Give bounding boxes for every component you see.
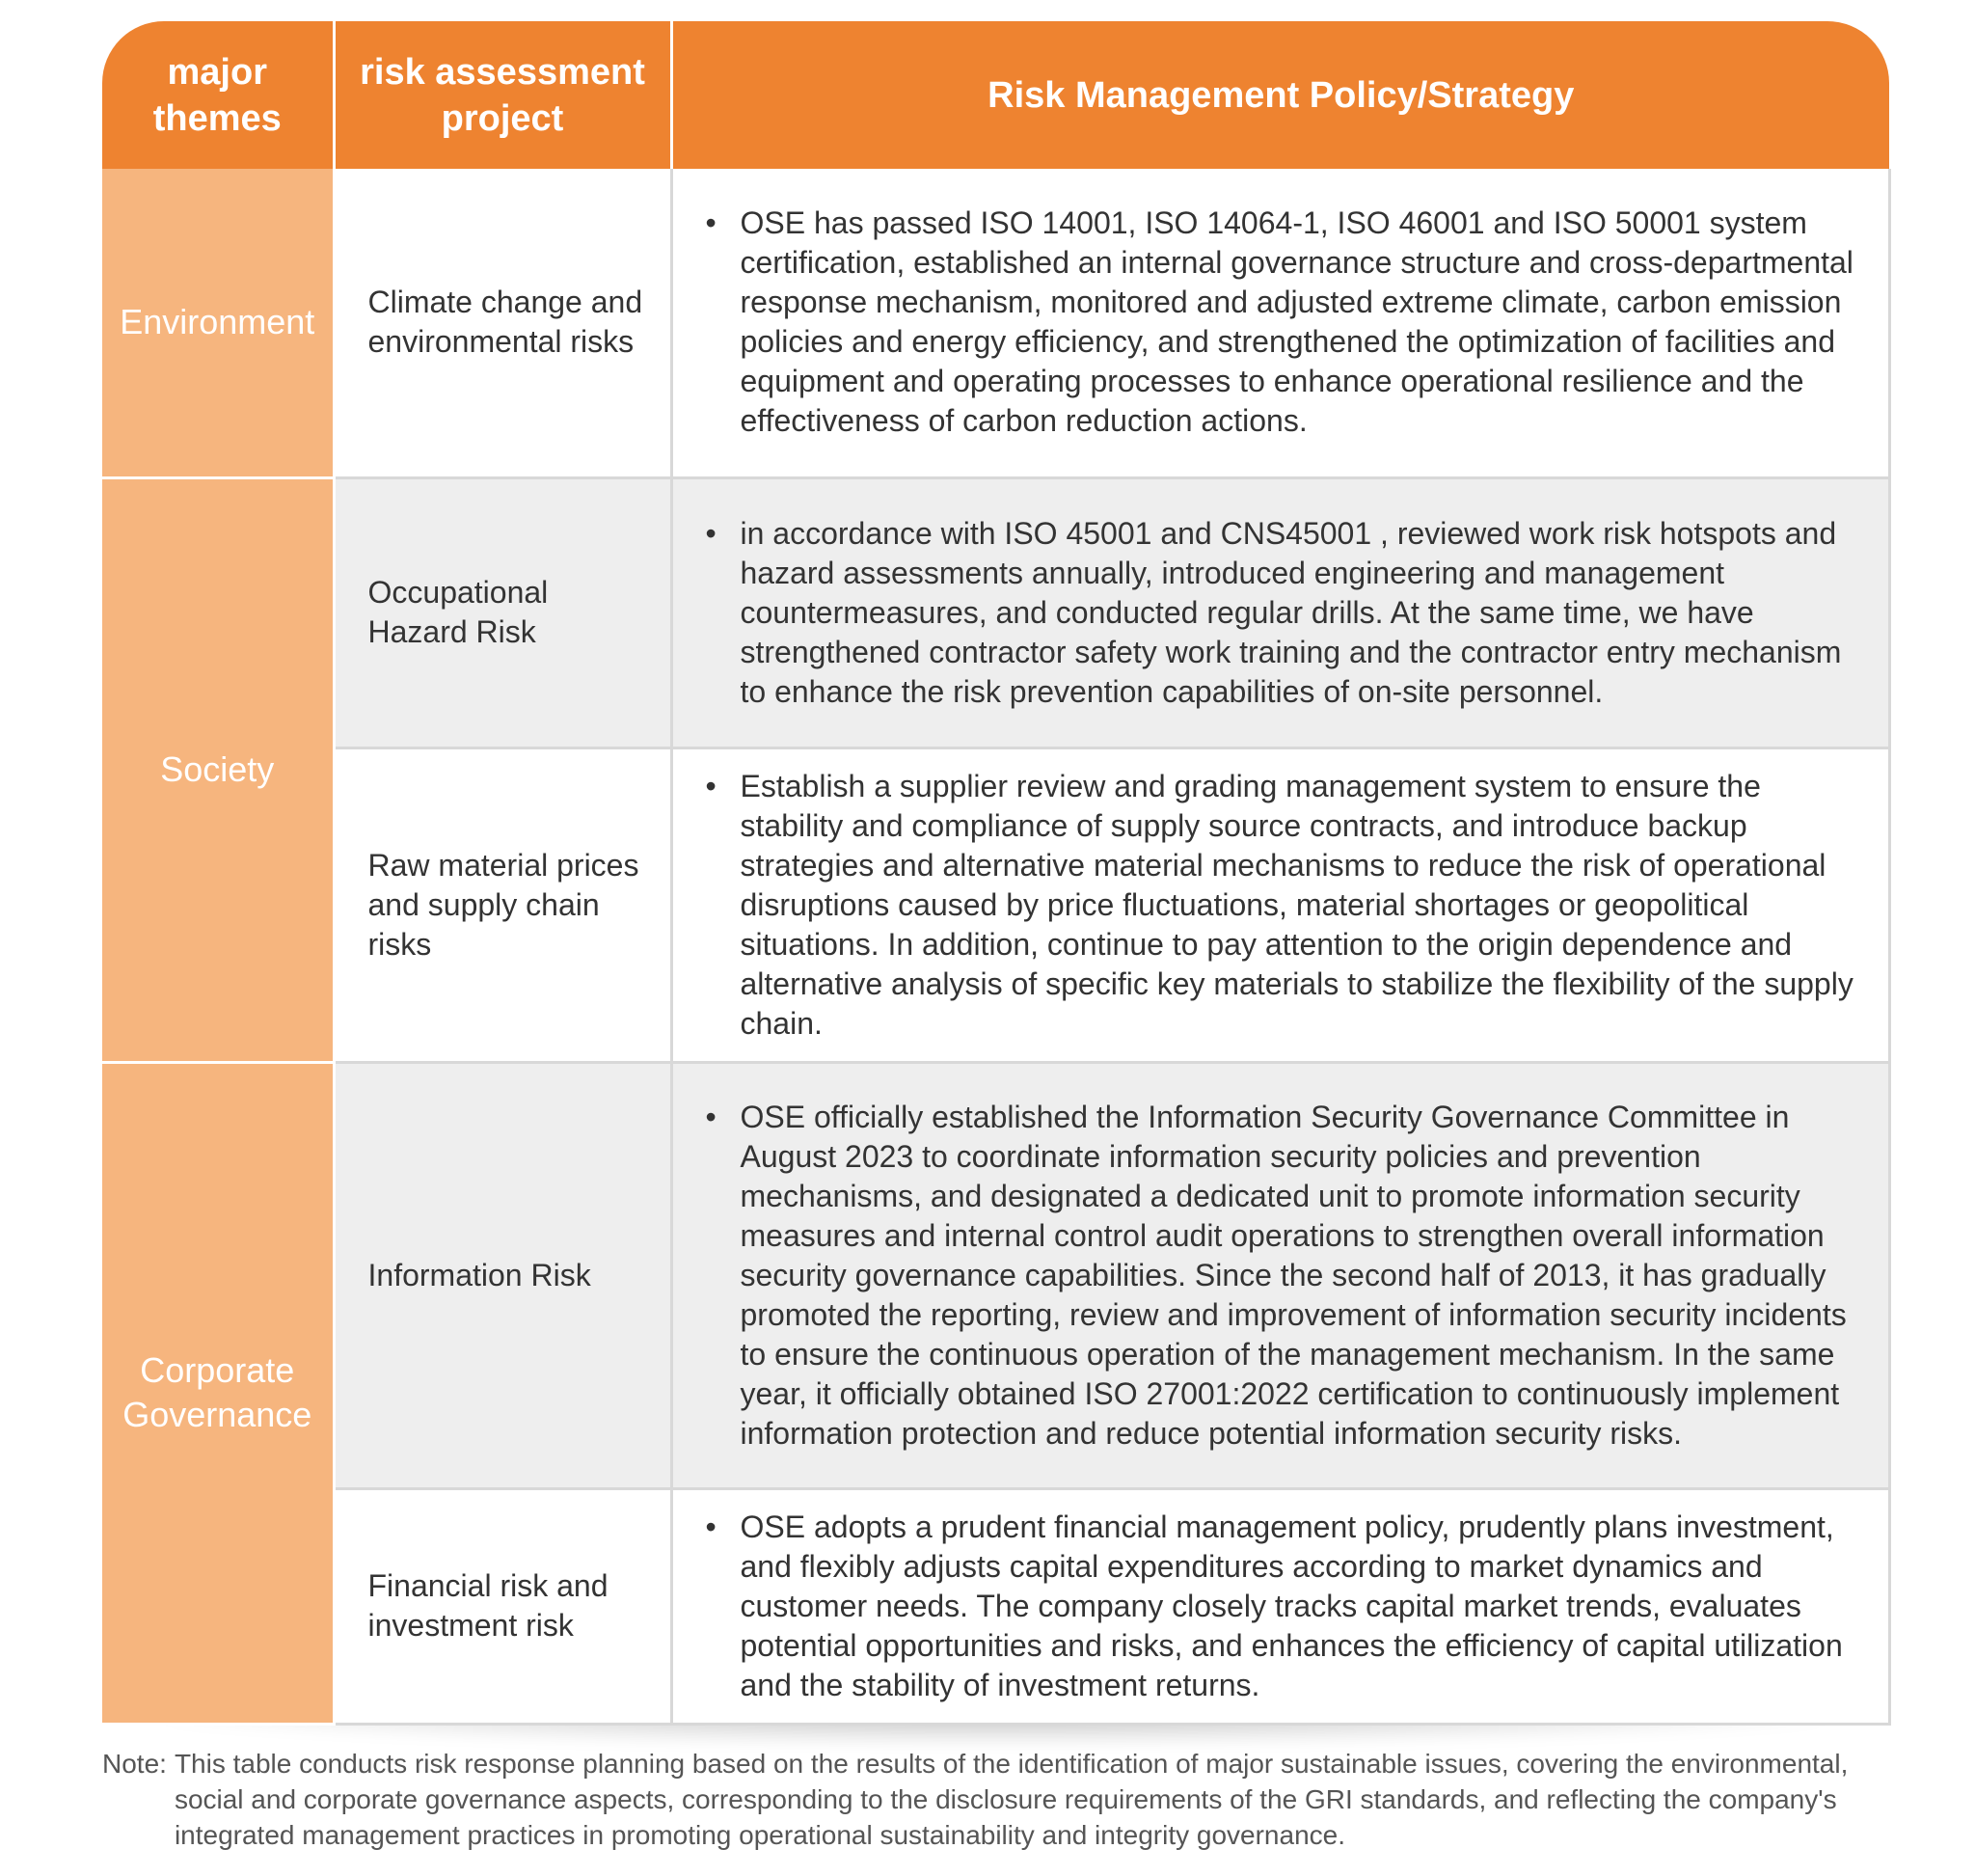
note-text: This table conducts risk response planning based on the results of the identification of major sustainable issues, covering the environmental, social and corporate governance aspects, corresponding to the disclosure requirements of the GRI standards, and reflecting the company's integrated management practices in promoting operational sustainability and integrity governance. xyxy=(174,1749,1849,1850)
bullet-icon: • xyxy=(705,1099,717,1134)
table-note xyxy=(102,1746,1896,1853)
policy-cell xyxy=(671,748,1889,1062)
policy-text: Establish a supplier review and grading management system to ensure the stability and compliance of supply source contracts, and introduce backup strategies and alternative material mechanisms to reduce the risk of operational disruptions caused by price fluctuations, material shortages or geopolitical situations. In addition, continue to pay attention to the origin dependence and alternative analysis of specific key materials to stabilize the flexibility of the supply chain. xyxy=(740,768,1853,1041)
policy-bullet-item xyxy=(706,1098,1859,1454)
risk-management-table xyxy=(102,21,1891,1726)
note-label: Note: xyxy=(102,1749,167,1779)
table-row xyxy=(102,748,1889,1062)
bullet-icon: • xyxy=(705,1509,717,1544)
header-risk-management-policy: Risk Management Policy/Strategy xyxy=(671,21,1889,169)
bullet-icon: • xyxy=(705,515,717,551)
theme-corporate-governance: Corporate Governance xyxy=(102,1062,334,1724)
bullet-icon: • xyxy=(705,768,717,803)
header-risk-assessment-project: risk assessment project xyxy=(334,21,671,169)
theme-society: Society xyxy=(102,477,334,1062)
policy-bullet-item xyxy=(706,204,1859,441)
table-row xyxy=(102,1062,1889,1488)
theme-environment: Environment xyxy=(102,169,334,477)
project-cell: Raw material prices and supply chain risks xyxy=(334,748,671,1062)
bullet-icon: • xyxy=(705,205,717,241)
policy-cell xyxy=(671,1488,1889,1724)
policy-cell xyxy=(671,1062,1889,1488)
policy-bullet-item xyxy=(706,767,1859,1044)
policy-text: OSE has passed ISO 14001, ISO 14064-1, ISO 46001 and ISO 50001 system certification, established an internal governance structure and cross-departmental response mechanism, monitored and adjusted extreme climate, carbon emission policies and energy efficiency, and strengthened the optimization of facilities and equipment and operating processes to enhance operational resilience and the effectiveness of carbon reduction actions. xyxy=(740,205,1853,439)
project-cell: Information Risk xyxy=(334,1062,671,1488)
policy-text: OSE officially established the Information Security Governance Committee in August 2023 to coordinate information security policies and prevention mechanisms, and designated a dedicated unit to promote information security measures and internal control audit operations to strengthen overall information security governance capabilities. Since the second half of 2013, it has gradually promoted the reporting, review and improvement of information security incidents to ensure the continuous operation of the management mechanism. In the same year, it officially obtained ISO 27001:2022 certification to continuously implement information protection and reduce potential information security risks. xyxy=(740,1099,1847,1451)
policy-bullet-item xyxy=(706,1508,1859,1705)
table-header-row xyxy=(102,21,1889,169)
policy-cell xyxy=(671,169,1889,477)
project-cell: Financial risk and investment risk xyxy=(334,1488,671,1724)
table-row xyxy=(102,169,1889,477)
project-cell: Occupational Hazard Risk xyxy=(334,477,671,748)
policy-text: in accordance with ISO 45001 and CNS45001 , reviewed work risk hotspots and hazard assessments annually, introduced engineering and management countermeasures, and conducted regular drills. At the same time, we have strengthened contractor safety work training and the contractor entry mechanism to enhance the risk prevention capabilities of on-site personnel. xyxy=(740,515,1842,709)
table-row xyxy=(102,1488,1889,1724)
policy-text: OSE adopts a prudent financial management policy, prudently plans investment, and flexibly adjusts capital expenditures according to market dynamics and customer needs. The company closely tracks capital market trends, evaluates potential opportunities and risks, and enhances the efficiency of capital utilization and the stability of investment returns. xyxy=(740,1509,1843,1702)
risk-table-container xyxy=(102,21,1889,1726)
table-row xyxy=(102,477,1889,748)
project-cell: Climate change and environmental risks xyxy=(334,169,671,477)
policy-cell xyxy=(671,477,1889,748)
header-major-themes: major themes xyxy=(102,21,334,169)
policy-bullet-item xyxy=(706,514,1859,712)
